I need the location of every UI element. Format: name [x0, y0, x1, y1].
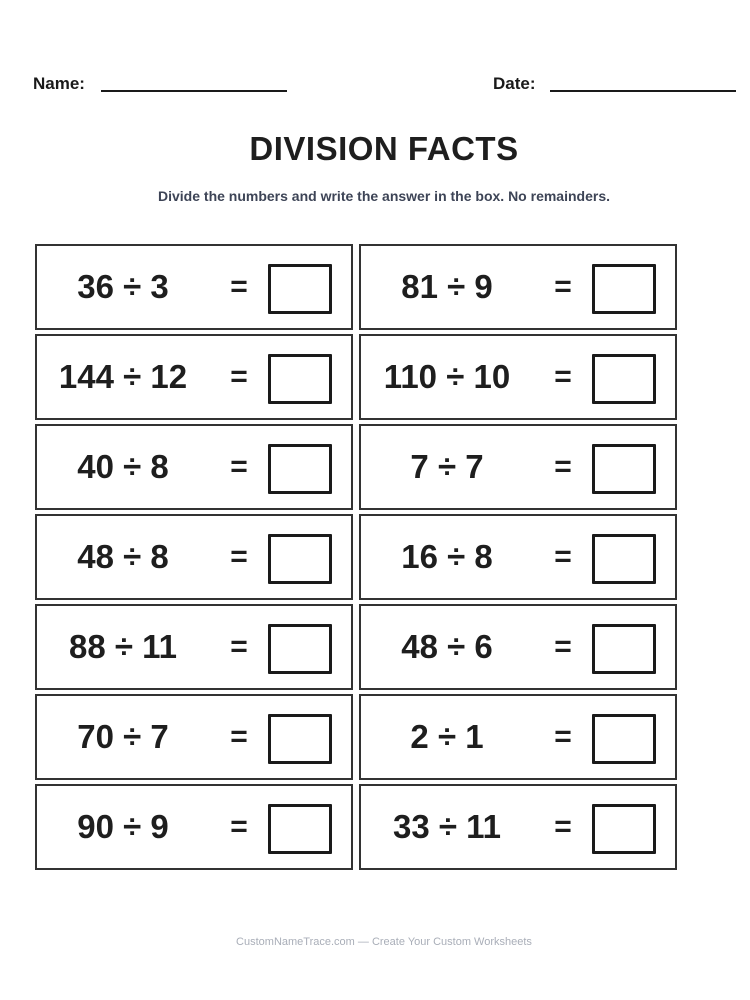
equals-sign: = — [230, 720, 248, 753]
problem-cell — [359, 514, 677, 600]
date-write-line[interactable] — [550, 90, 736, 92]
problem-cell — [359, 244, 677, 330]
answer-box[interactable] — [268, 354, 332, 404]
equals-sign: = — [230, 810, 248, 843]
answer-box[interactable] — [592, 534, 656, 584]
date-label: Date: — [493, 74, 536, 93]
problem-cell — [35, 694, 353, 780]
division-problem: 36 ÷ 3 — [77, 268, 169, 305]
equals-sign: = — [554, 270, 572, 303]
problem-cell — [359, 784, 677, 870]
answer-box[interactable] — [268, 804, 332, 854]
problem-cell — [35, 514, 353, 600]
problem-cell — [359, 694, 677, 780]
equals-sign: = — [554, 360, 572, 393]
answer-box[interactable] — [592, 354, 656, 404]
equals-sign: = — [230, 360, 248, 393]
problem-cell — [359, 604, 677, 690]
equals-sign: = — [554, 720, 572, 753]
header-row — [0, 74, 750, 98]
division-problem: 144 ÷ 12 — [58, 358, 188, 395]
answer-box[interactable] — [268, 714, 332, 764]
division-problem: 7 ÷ 7 — [410, 448, 484, 485]
equals-sign: = — [230, 540, 248, 573]
answer-box[interactable] — [592, 264, 656, 314]
problem-cell — [35, 334, 353, 420]
division-problem: 40 ÷ 8 — [77, 448, 169, 485]
answer-box[interactable] — [268, 264, 332, 314]
answer-box[interactable] — [268, 534, 332, 584]
equals-sign: = — [554, 630, 572, 663]
division-problem: 48 ÷ 6 — [401, 628, 493, 665]
division-problem: 90 ÷ 9 — [77, 808, 169, 845]
equals-sign: = — [554, 540, 572, 573]
problem-cell — [35, 244, 353, 330]
name-label: Name: — [33, 74, 85, 93]
instructions-text: Divide the numbers and write the answer in the box. No remainders. — [158, 188, 610, 204]
problem-cell — [35, 604, 353, 690]
answer-box[interactable] — [268, 624, 332, 674]
equals-sign: = — [230, 630, 248, 663]
division-problem: 2 ÷ 1 — [410, 718, 484, 755]
division-problem: 33 ÷ 11 — [392, 808, 502, 845]
footer-credit: CustomNameTrace.com — Create Your Custom Worksheets — [236, 936, 532, 948]
answer-box[interactable] — [592, 714, 656, 764]
equals-sign: = — [554, 810, 572, 843]
name-write-line[interactable] — [101, 90, 287, 92]
worksheet-title: DIVISION FACTS — [249, 130, 519, 167]
equals-sign: = — [230, 450, 248, 483]
equals-sign: = — [230, 270, 248, 303]
answer-box[interactable] — [592, 804, 656, 854]
division-problem: 16 ÷ 8 — [401, 538, 493, 575]
division-problem: 81 ÷ 9 — [401, 268, 493, 305]
problem-cell — [359, 424, 677, 510]
answer-box[interactable] — [268, 444, 332, 494]
answer-box[interactable] — [592, 624, 656, 674]
problem-cell — [35, 784, 353, 870]
division-problem: 48 ÷ 8 — [77, 538, 169, 575]
problem-cell — [35, 424, 353, 510]
division-problem: 110 ÷ 10 — [383, 358, 511, 395]
equals-sign: = — [554, 450, 572, 483]
division-problem: 70 ÷ 7 — [77, 718, 169, 755]
division-problem: 88 ÷ 11 — [68, 628, 178, 665]
problem-cell — [359, 334, 677, 420]
answer-box[interactable] — [592, 444, 656, 494]
